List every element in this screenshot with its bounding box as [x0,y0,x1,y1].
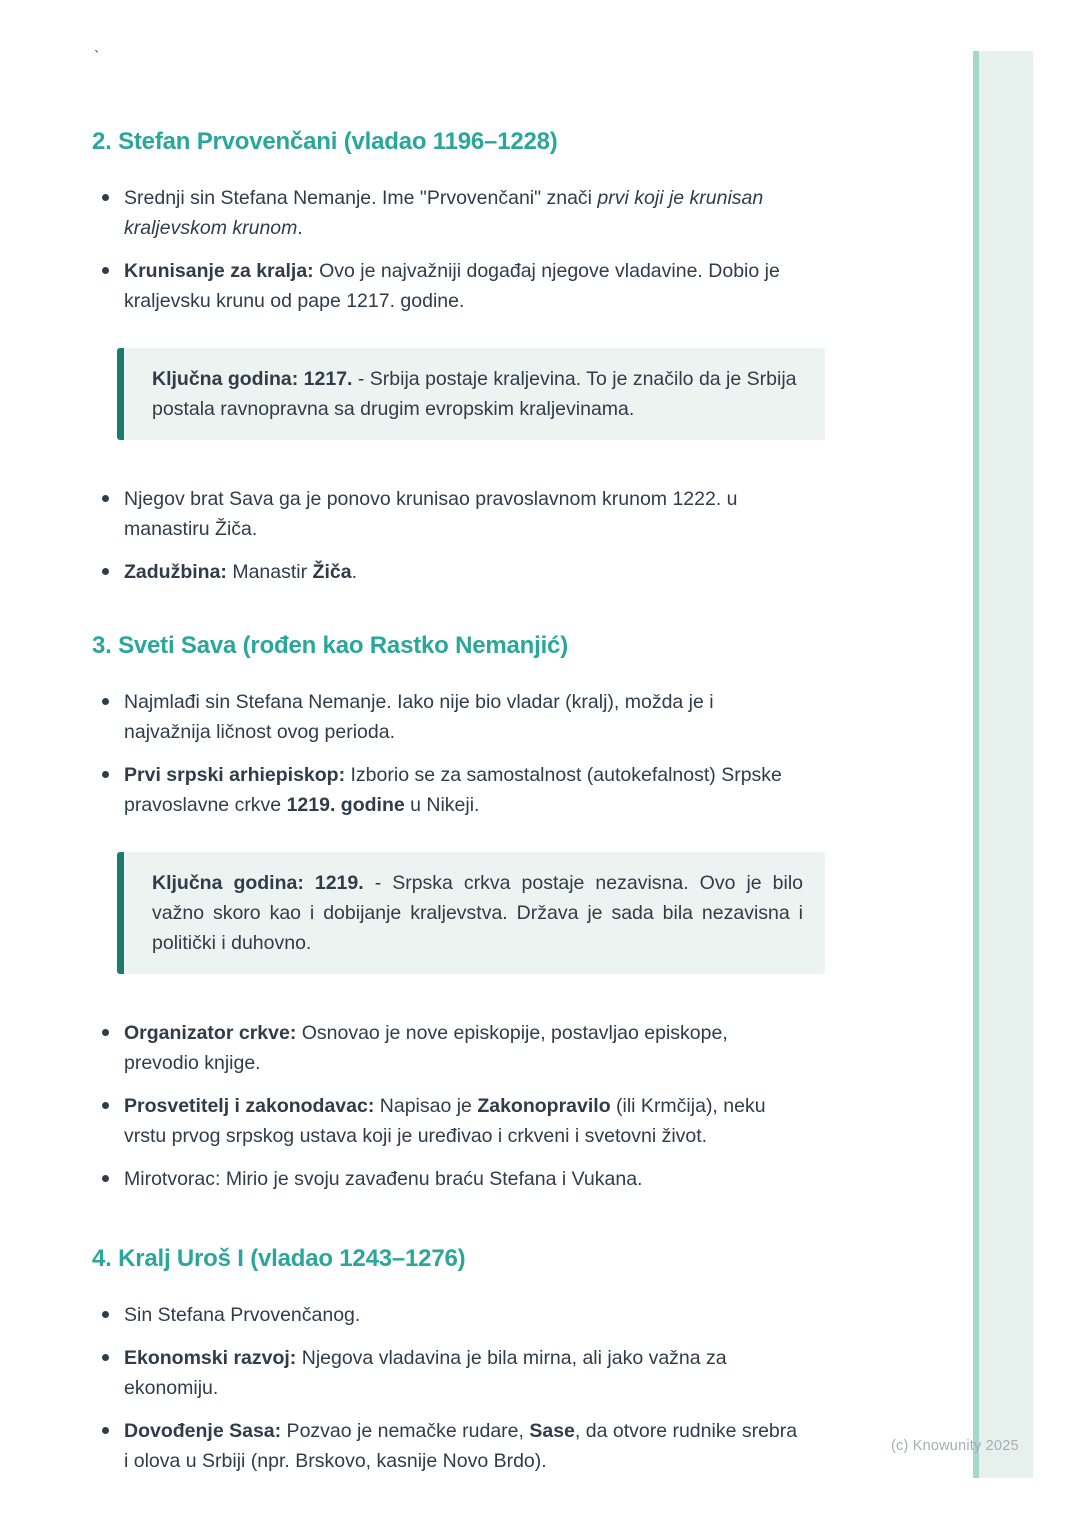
text-segment: Organizator crkve: [124,1022,297,1044]
text-segment: - Srpska crkva postaje nezavisna. Ovo je bilo važno skoro kao i dobijanje kraljevstva. Država je sada bila nezavisna i politički i duhovno. [152,872,803,954]
key-year-callout [117,852,825,974]
bullet-marker [102,771,109,778]
bullet-list [92,1300,798,1476]
bullet-marker [102,1102,109,1109]
section-stefan-prvovencani [92,126,830,587]
text-segment: Najmlađi sin Stefana Nemanje. Iako nije bio vladar (kralj), možda je i najvažnija ličnost ovog perioda. [124,691,714,743]
text-segment: Osnovao je nove episkopije, postavljao episkope, prevodio knjige. [124,1022,728,1074]
text-segment: Zadužbina: [124,561,227,583]
text-segment: Mirotvorac: Mirio je svoju zavađenu braću Stefana i Vukana. [124,1168,643,1190]
list-item [92,1416,798,1476]
text-segment: (ili Krmčija), neku vrstu prvog srpskog ustava koji je uređivao i crkveni i svetovni život. [124,1095,766,1147]
list-item [92,484,798,544]
copyright-watermark: (c) Knowunity 2025 [891,1438,1019,1454]
text-segment: Ekonomski razvoj: [124,1347,297,1369]
list-item [92,760,798,820]
text-segment: Manastir [226,561,313,583]
list-item [92,1300,798,1330]
bullet-marker [102,495,109,502]
bullet-list [92,687,798,820]
text-segment: . [297,217,303,239]
bullet-list [92,1018,798,1194]
list-item [92,1164,798,1194]
text-segment: Prvi srpski arhiepiskop: [124,764,346,786]
bullet-marker [102,698,109,705]
list-item [92,1018,798,1078]
stray-character: ` [94,49,100,66]
text-segment: Dovođenje Sasa: [124,1420,282,1442]
list-item [92,557,798,587]
page-edge-strip [973,51,1033,1478]
list-item [92,687,798,747]
list-item [92,1343,798,1403]
text-segment: Zakonopravilo [477,1095,611,1117]
bullet-marker [102,267,109,274]
text-segment: Ključna godina: 1217. [152,368,353,390]
text-segment: Izborio se za samostalnost (autokefalnost) Srpske pravoslavne crkve [124,764,782,816]
text-segment: Njegov brat Sava ga je ponovo krunisao pravoslavnom krunom 1222. u manastiru Žiča. [124,488,738,540]
bullet-list [92,183,798,316]
text-segment: Pozvao je nemačke rudare, [281,1420,530,1442]
text-segment: - Srbija postaje kraljevina. To je značilo da je Srbija postala ravnopravna sa drugim evropskim kraljevinama. [152,368,797,420]
bullet-marker [102,1311,109,1318]
text-segment: Njegova vladavina je bila mirna, ali jako važna za ekonomiju. [124,1347,727,1399]
text-segment: Ovo je najvažniji događaj njegove vladavine. Dobio je kraljevsku krunu od pape 1217. godine. [124,260,780,312]
text-segment: Prosvetitelj i zakonodavac: [124,1095,375,1117]
bullet-list [92,484,798,587]
bullet-marker [102,194,109,201]
section-sveti-sava [92,630,830,1194]
section-kralj-uros [92,1243,830,1476]
text-segment: Žiča [312,561,352,583]
text-segment: Krunisanje za kralja: [124,260,314,282]
key-year-callout [117,348,825,440]
text-segment: . [351,561,357,583]
text-segment: Ključna godina: 1219. [152,872,364,894]
text-segment: Srednji sin Stefana Nemanje. Ime "Prvovenčani" znači [124,187,598,209]
text-segment: u Nikeji. [404,794,480,816]
document-content [92,48,830,1476]
list-item [92,183,798,243]
section-heading: 2. Stefan Prvovenčani (vladao 1196–1228) [92,128,558,155]
bullet-marker [102,1029,109,1036]
section-heading: 4. Kralj Uroš I (vladao 1243–1276) [92,1245,466,1272]
text-segment: Sase [529,1420,575,1442]
text-segment: 1219. godine [286,794,405,816]
bullet-marker [102,1354,109,1361]
bullet-marker [102,1427,109,1434]
bullet-marker [102,1175,109,1182]
section-heading: 3. Sveti Sava (rođen kao Rastko Nemanjić) [92,632,568,659]
list-item [92,1091,798,1151]
text-segment: Sin Stefana Prvovenčanog. [124,1304,361,1326]
list-item [92,256,798,316]
text-segment: Napisao je [374,1095,478,1117]
bullet-marker [102,568,109,575]
text-segment: prvi koji je krunisan kraljevskom krunom [124,187,764,239]
text-segment: , da otvore rudnike srebra i olova u Srbiji (npr. Brskovo, kasnije Novo Brdo). [124,1420,798,1472]
